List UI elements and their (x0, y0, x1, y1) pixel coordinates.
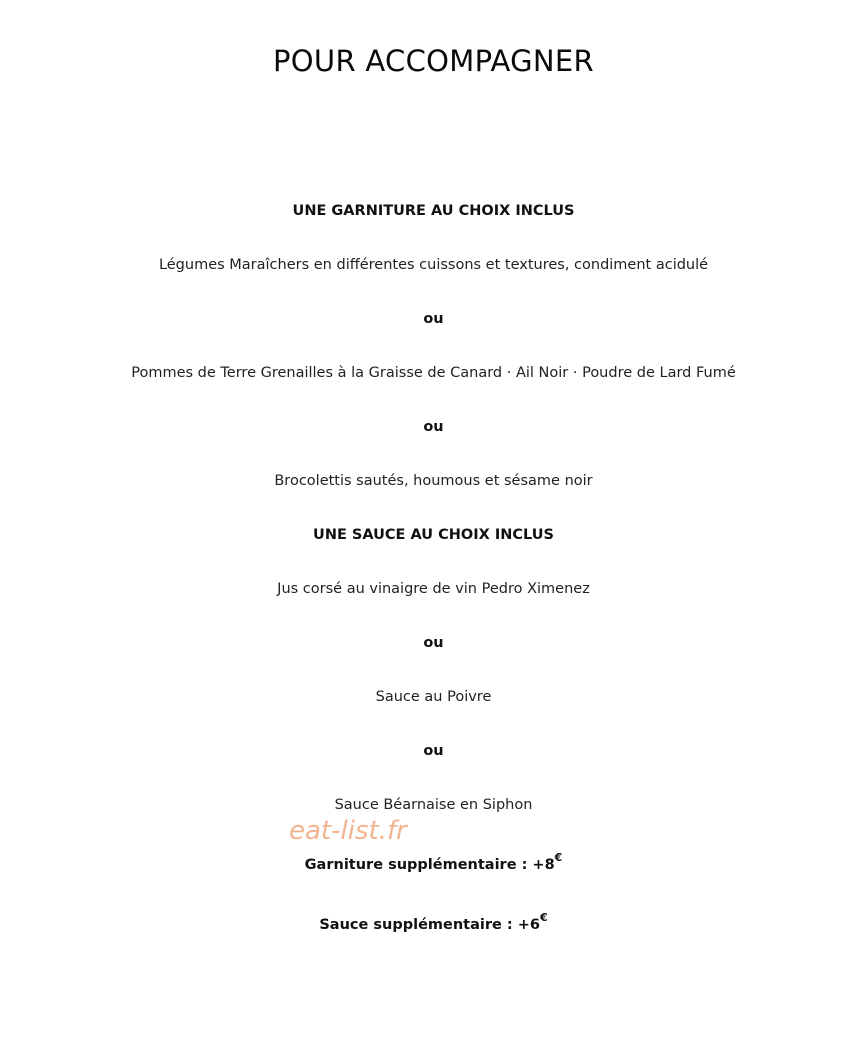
sauce-separator-2: ou (423, 743, 444, 759)
extra-garniture-currency: € (554, 851, 563, 865)
sauce-separator-1: ou (423, 635, 444, 651)
sauce-heading: UNE SAUCE AU CHOIX INCLUS (313, 527, 554, 543)
extra-sauce-currency: € (539, 911, 548, 925)
garniture-option-1: Légumes Maraîchers en différentes cuissons et textures, condiment acidulé (158, 257, 709, 273)
sauce-option-1: Jus corsé au vinaigre de vin Pedro Ximenez (277, 581, 590, 597)
extra-garniture-price (0, 851, 867, 874)
garniture-separator-1: ou (423, 311, 444, 327)
garniture-separator-2: ou (423, 419, 444, 435)
sauce-option-3: Sauce Béarnaise en Siphon (334, 797, 533, 813)
extra-sauce-label: Sauce supplémentaire : +6 (319, 917, 540, 933)
garniture-option-3: Brocolettis sautés, houmous et sésame noir (274, 473, 593, 489)
extra-sauce-price (0, 911, 867, 934)
garniture-option-2: Pommes de Terre Grenailles à la Graisse de Canard · Ail Noir · Poudre de Lard Fumé (131, 365, 736, 381)
watermark-logo: eat-list.fr (289, 816, 407, 846)
page-title: POUR ACCOMPAGNER (273, 44, 594, 78)
extra-garniture-label: Garniture supplémentaire : +8 (304, 857, 555, 873)
sauce-option-2: Sauce au Poivre (375, 689, 492, 705)
garniture-heading: UNE GARNITURE AU CHOIX INCLUS (292, 203, 575, 219)
